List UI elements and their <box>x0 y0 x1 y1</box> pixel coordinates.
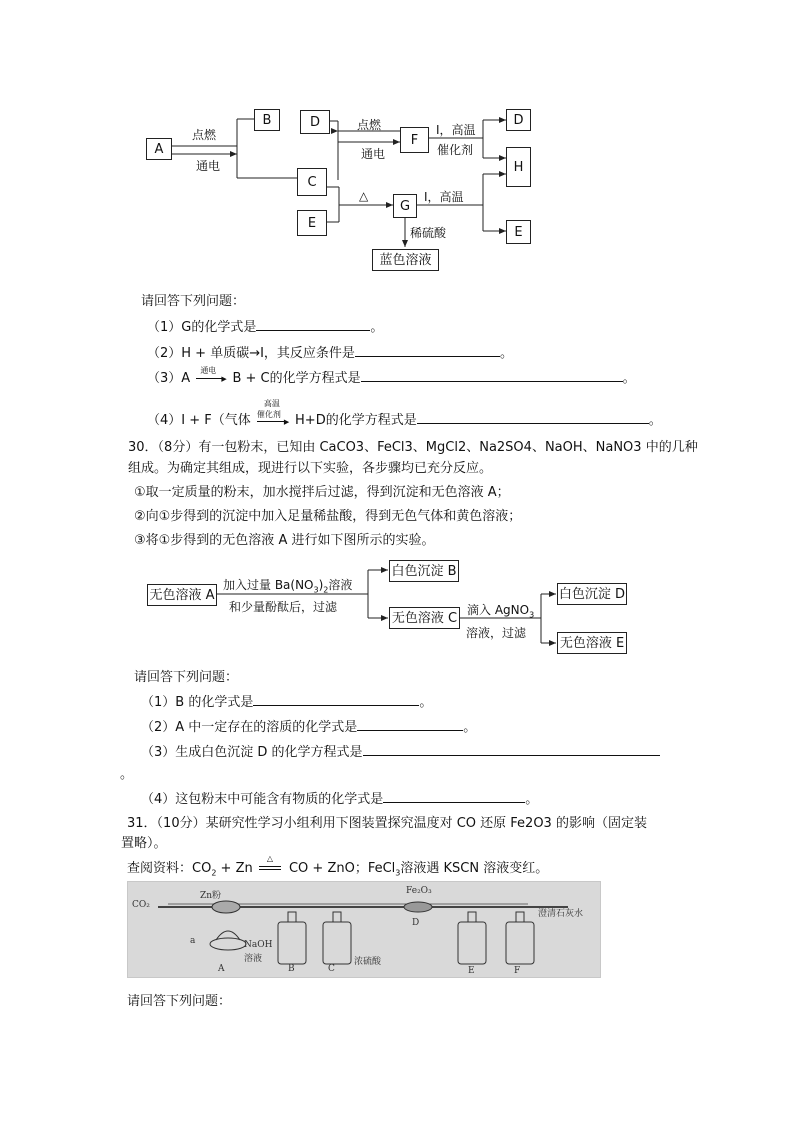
apparatus-fe2o3: Fe₂O₃ <box>406 886 432 896</box>
flow-label-2: 和少量酚酞后，过滤 <box>229 600 338 614</box>
elec-arrow: 通电 ▶ <box>194 374 228 384</box>
flow-box-A: 无色溶液 A <box>147 584 217 606</box>
q31-title2: 置略）。 <box>121 836 167 851</box>
box-F: F <box>400 127 429 153</box>
box-B: B <box>254 109 280 131</box>
flow-box-E: 无色溶液 E <box>557 632 627 654</box>
flow-box-D: 白色沉淀 D <box>557 583 627 605</box>
apparatus-figure <box>127 881 601 978</box>
box-C: C <box>297 168 327 196</box>
label-g-heat: △ <box>359 189 369 203</box>
label-g-cond: I，高温 <box>424 190 464 204</box>
flow-box-C: 无色溶液 C <box>389 607 460 629</box>
apparatus-label-F: F <box>514 966 521 976</box>
box-E1: E <box>297 210 327 236</box>
q29-q2: （2）H + 单质碳→I，其反应条件是 。 <box>147 346 513 361</box>
box-G: G <box>393 194 417 218</box>
flow-label-1: 加入过量 $Ba(NO_3)_2$溶液 <box>223 578 353 595</box>
q30-q1: （1）B 的化学式是 。 <box>141 695 433 710</box>
answer-blank[interactable] <box>253 693 419 706</box>
q30-step1: ①取一定质量的粉末，加水搅拌后过滤，得到沉淀和无色溶液 A； <box>134 485 510 500</box>
apparatus-co2: CO₂ <box>132 900 150 910</box>
answer-blank[interactable] <box>357 718 463 731</box>
q31-intro: 请回答下列问题： <box>127 994 232 1009</box>
label-df-elec: 通电 <box>361 147 386 161</box>
apparatus-a: a <box>190 936 196 946</box>
q30-q2: （2）A 中一定存在的溶质的化学式是 。 <box>141 720 477 735</box>
apparatus-label-B: B <box>288 964 295 974</box>
q30-title2: 组成。为确定其组成，现进行以下实验，各步骤均已充分反应。 <box>128 461 493 476</box>
apparatus-label-D: D <box>412 918 420 928</box>
label-df-ignite: 点燃 <box>357 118 382 132</box>
apparatus-lime: 澄清石灰水 <box>538 909 584 919</box>
box-blue-solution: 蓝色溶液 <box>372 249 439 271</box>
apparatus-naoh2: 溶液 <box>244 954 263 964</box>
q30-step3: ③将①步得到的无色溶液 A 进行如下图所示的实验。 <box>134 533 435 548</box>
apparatus-naoh1: NaOH <box>244 940 273 950</box>
apparatus-conc: 浓硫酸 <box>354 957 382 967</box>
heat-arrow: △ <box>257 864 285 874</box>
flow-label-3: 滴入 AgNO$_3$ <box>467 603 535 620</box>
answer-blank[interactable] <box>383 790 525 803</box>
q30-q3: （3）生成白色沉淀 D 的化学方程式是 <box>141 741 660 760</box>
q30-step2: ②向①步得到的沉淀中加入足量稀盐酸，得到无色气体和黄色溶液； <box>134 509 522 524</box>
q31-title: 31．（10分）某研究性学习小组利用下图装置探究温度对 CO 还原 Fe2O3 的影响（固定装 <box>127 816 647 831</box>
q29-intro: 请回答下列问题： <box>141 294 246 309</box>
answer-blank[interactable] <box>363 743 660 756</box>
q29-q4: （4）I + F（气体 高温 催化剂 ▶ H+D的化学方程式是 。 <box>147 398 662 428</box>
flow-label-4: 溶液，过滤 <box>466 626 527 640</box>
box-A: A <box>146 138 172 160</box>
label-f-cond2: 催化剂 <box>437 143 474 157</box>
box-D1: D <box>300 110 330 134</box>
apparatus-label-C: C <box>328 964 335 974</box>
apparatus-label-A: A <box>218 964 225 974</box>
q29-q1: （1）G的化学式是 。 <box>147 320 384 335</box>
q30-title: 30．（8分）有一包粉末，已知由 CaCO3、FeCl3、MgCl2、Na2SO4、NaOH、NaNO3 中的几种 <box>128 440 698 455</box>
label-g-acid: 稀硫酸 <box>410 226 447 240</box>
catalyst-arrow: 高温 催化剂 ▶ <box>256 398 290 426</box>
label-ab-elec: 通电 <box>196 159 221 173</box>
flow-box-B: 白色沉淀 B <box>389 560 459 582</box>
apparatus-zn: Zn粉 <box>200 891 222 901</box>
box-D2: D <box>506 109 531 131</box>
label-ab-ignite: 点燃 <box>192 128 217 142</box>
q30-q4: （4）这包粉末中可能含有物质的化学式是 。 <box>141 792 539 807</box>
q31-info: 查阅资料：$CO_2 + Zn$ △ CO + ZnO；FeCl$_3$溶液遇 KSCN 溶液变红。 <box>127 853 549 878</box>
box-H: H <box>506 147 531 187</box>
q29-q3: （3）A 通电 ▶ B + C的化学方程式是 。 <box>147 365 636 386</box>
q30-q3-end: 。 <box>120 767 134 782</box>
apparatus-label-E: E <box>468 966 475 976</box>
box-E2: E <box>506 220 531 244</box>
label-f-cond1: I，高温 <box>436 123 476 137</box>
q30-intro: 请回答下列问题： <box>134 670 239 685</box>
